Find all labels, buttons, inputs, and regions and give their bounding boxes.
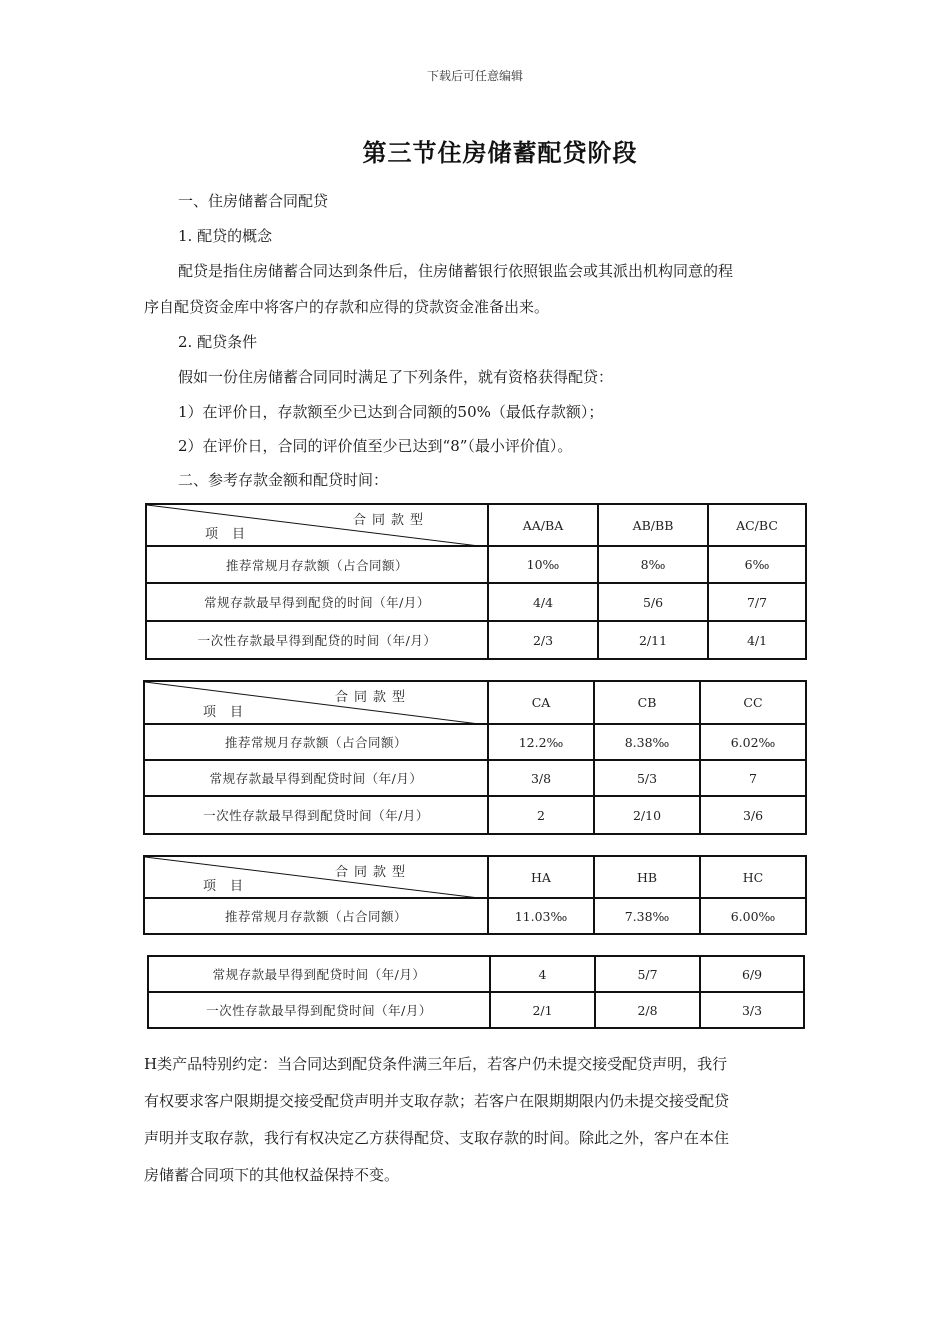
cell-value: 11.03‰ [488,898,594,934]
cell-value: 3/8 [488,760,594,796]
cell-value: 2/8 [595,992,700,1028]
table-row [148,992,804,1028]
closing-line-2: 有权要求客户限期提交接受配贷声明并支取存款；若客户在限期期限内仍未提交接受配贷 [144,1092,730,1110]
table-row [146,583,806,621]
diagonal-line [145,682,487,725]
cell-value: 2/11 [598,621,708,659]
col-header: HB [594,856,700,898]
cell-value: 8.38‰ [594,724,700,760]
header-contract-type: 合同款型 [334,690,411,705]
cell-value: 6.02‰ [700,724,806,760]
condition-2: 2）在评价日，合同的评价值至少已达到“8”（最小评价值）。 [178,437,573,455]
closing-line-4: 房储蓄合同项下的其他权益保持不变。 [144,1166,400,1184]
row-label: 推荐常规月存款额（占合同额） [144,724,488,760]
cell-value: 3/6 [700,796,806,834]
cell-value: 3/3 [700,992,804,1028]
header-item: 项目 [203,705,258,720]
subsection-heading-concept: 1. 配贷的概念 [178,227,273,245]
conditions-intro: 假如一份住房储蓄合同同时满足了下列条件，就有资格获得配贷： [178,368,614,386]
cell-value: 2/3 [488,621,598,659]
subsection-heading-conditions: 2. 配贷条件 [178,333,258,351]
cell-value: 4/4 [488,583,598,621]
closing-line-1: H类产品特别约定：当合同达到配贷条件满三年后，若客户仍未提交接受配贷声明，我行 [144,1055,728,1073]
page-title: 第三节住房储蓄配贷阶段 [362,139,638,167]
concept-body-line-2: 序自配贷资金库中将客户的存款和应得的贷款资金准备出来。 [144,298,550,316]
cell-value: 2 [488,796,594,834]
closing-line-3: 声明并支取存款，我行有权决定乙方获得配贷、支取存款的时间。除此之外，客户在本住 [144,1129,730,1147]
table-ha-hc [143,855,807,935]
row-label: 常规存款最早得到配贷的时间（年/月） [146,583,488,621]
cell-value: 7.38‰ [594,898,700,934]
cell-value: 6.00‰ [700,898,806,934]
row-label: 常规存款最早得到配贷时间（年/月） [144,760,488,796]
table-row [144,796,806,834]
cell-value: 8‰ [598,546,708,583]
cell-value: 4 [490,956,595,992]
cell-value: 6‰ [708,546,806,583]
col-header: CA [488,681,594,724]
section-heading-1: 一、住房储蓄合同配贷 [178,192,329,210]
diagonal-line [145,857,487,899]
table-row [144,724,806,760]
diagonal-header-cell [144,681,488,724]
header-note: 下载后可任意编辑 [426,69,523,83]
table-h-timing [147,955,805,1029]
col-header: HA [488,856,594,898]
cell-value: 2/10 [594,796,700,834]
col-header: AA/BA [488,504,598,546]
cell-value: 2/1 [490,992,595,1028]
cell-value: 6/9 [700,956,804,992]
table-aa-ac [145,503,807,660]
cell-value: 5/7 [595,956,700,992]
diagonal-line [147,505,487,547]
col-header: AC/BC [708,504,806,546]
table-ca-cc [143,680,807,835]
row-label: 推荐常规月存款额（占合同额） [146,546,488,583]
header-contract-type: 合同款型 [334,865,411,880]
cell-value: 7 [700,760,806,796]
header-item: 项目 [205,527,260,542]
table-row [146,546,806,583]
section-heading-2: 二、参考存款金额和配贷时间： [178,471,389,489]
row-label: 一次性存款最早得到配贷的时间（年/月） [146,621,488,659]
col-header: CB [594,681,700,724]
row-label: 常规存款最早得到配贷时间（年/月） [148,956,490,992]
col-header: CC [700,681,806,724]
table-row [144,760,806,796]
header-contract-type: 合同款型 [352,513,429,528]
concept-body-line-1: 配贷是指住房储蓄合同达到条件后，住房储蓄银行依照银监会或其派出机构同意的程 [178,262,734,280]
table-row [148,956,804,992]
diagonal-header-cell [144,856,488,898]
header-item: 项目 [203,879,258,894]
row-label: 一次性存款最早得到配贷时间（年/月） [148,992,490,1028]
table-row [146,621,806,659]
diagonal-header-cell [146,504,488,546]
table-row [144,898,806,934]
cell-value: 12.2‰ [488,724,594,760]
row-label: 一次性存款最早得到配贷时间（年/月） [144,796,488,834]
col-header: HC [700,856,806,898]
cell-value: 7/7 [708,583,806,621]
cell-value: 10‰ [488,546,598,583]
cell-value: 5/6 [598,583,708,621]
cell-value: 4/1 [708,621,806,659]
condition-1: 1）在评价日，存款额至少已达到合同额的50%（最低存款额）； [178,403,604,421]
row-label: 推荐常规月存款额（占合同额） [144,898,488,934]
cell-value: 5/3 [594,760,700,796]
col-header: AB/BB [598,504,708,546]
